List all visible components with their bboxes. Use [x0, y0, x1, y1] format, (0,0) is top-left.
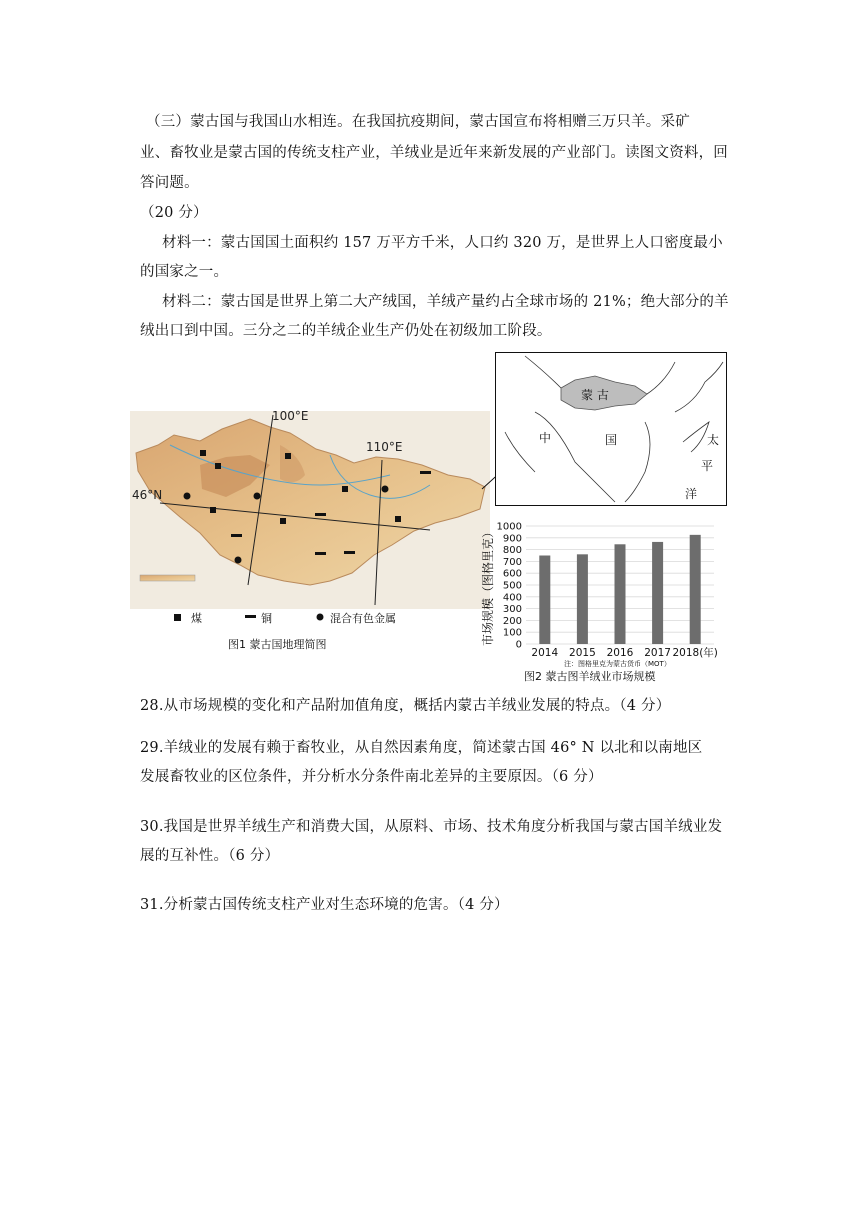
question-31: 31.分析蒙古国传统支柱产业对生态环境的危害。（4 分）	[140, 897, 509, 913]
material-1-line-1: 材料一：蒙古国国土面积约 157 万平方千米，人口约 320 万，是世界上人口密度最小	[162, 235, 723, 251]
map-legend	[174, 611, 396, 625]
intro-line-3: 答问题。	[140, 175, 199, 191]
bar	[615, 544, 626, 644]
legend-coal-icon	[174, 614, 181, 621]
bar	[577, 554, 588, 644]
material-1-line-2: 的国家之一。	[140, 264, 229, 280]
material-2-line-1: 材料二：蒙古国是世界上第二大产绒国，羊绒产量约占全球市场的 21%；绝大部分的羊	[162, 294, 729, 310]
inset-label-ocean-2: 平	[701, 459, 714, 473]
legend-metal-label: 混合有色金属	[330, 612, 396, 625]
question-29-line-1: 29.羊绒业的发展有赖于畜牧业，从自然因素角度，简述蒙古国 46° N 以北和以南地区	[140, 740, 703, 756]
x-tick-label: 2015	[569, 647, 596, 659]
coal-marker	[342, 486, 348, 492]
question-30-line-2: 展的互补性。（6 分）	[140, 848, 280, 864]
coal-marker	[395, 516, 401, 522]
copper-marker	[344, 551, 355, 554]
inset-label-ocean-1: 太	[707, 433, 720, 447]
x-tick-label: 2017	[644, 647, 671, 659]
bar	[690, 535, 701, 644]
chart-y-axis-label: 市场规模（图格里克）	[481, 525, 495, 647]
inset-label-ocean-3: 洋	[685, 487, 698, 501]
x-tick-label: 2016	[606, 647, 634, 659]
coal-marker	[210, 507, 216, 513]
y-tick-label: 1000	[496, 521, 522, 533]
metal-marker	[184, 493, 191, 500]
label-100e: 100°E	[272, 409, 309, 423]
intro-line-1: （三）蒙古国与我国山水相连。在我国抗疫期间，蒙古国宣布将相赠三万只羊。采矿	[146, 114, 690, 130]
y-tick-label: 500	[502, 580, 522, 592]
legend-copper-label: 铜	[261, 612, 272, 625]
bar	[652, 542, 663, 644]
y-tick-label: 200	[502, 615, 522, 627]
coal-marker	[285, 453, 291, 459]
coal-marker	[215, 463, 221, 469]
elevation-legend-bar	[140, 575, 195, 581]
inset-label-mongolia: 蒙 古	[581, 388, 609, 402]
copper-marker	[231, 534, 242, 537]
y-tick-label: 700	[502, 556, 522, 568]
y-tick-label: 300	[502, 604, 522, 616]
copper-marker	[315, 513, 326, 516]
intro-line-2: 业、畜牧业是蒙古国的传统支柱产业，羊绒业是近年来新发展的产业部门。读图文资料，回	[140, 145, 728, 161]
intro-score: （20 分）	[140, 205, 208, 221]
chart-note: 注：图格里克为蒙古货币（MOT）	[564, 660, 671, 668]
metal-marker	[254, 493, 261, 500]
label-110e: 110°E	[366, 440, 403, 454]
legend-copper-icon	[245, 615, 256, 618]
question-29-line-2: 发展畜牧业的区位条件，并分析水分条件南北差异的主要原因。（6 分）	[140, 769, 603, 785]
y-tick-label: 400	[502, 592, 522, 604]
coal-marker	[280, 518, 286, 524]
chart-y-ticks	[497, 522, 522, 651]
y-tick-label: 600	[502, 568, 522, 580]
market-size-chart	[478, 516, 718, 686]
chart-title: 图2 蒙古图羊绒业市场规模	[524, 670, 656, 683]
legend-coal-label: 煤	[191, 612, 202, 625]
copper-marker	[315, 552, 326, 555]
legend-metal-icon	[317, 614, 324, 621]
y-tick-label: 100	[502, 627, 522, 639]
question-28: 28.从市场规模的变化和产品附加值角度，概括内蒙古羊绒业发展的特点。（4 分）	[140, 698, 671, 714]
copper-marker	[420, 471, 431, 474]
metal-marker	[382, 486, 389, 493]
x-tick-label: 2014	[531, 647, 559, 659]
inset-frame	[496, 353, 727, 506]
material-2-line-2: 绒出口到中国。三分之二的羊绒企业生产仍处在初级加工阶段。	[140, 323, 552, 339]
question-30-line-1: 30.我国是世界羊绒生产和消费大国，从原料、市场、技术角度分析我国与蒙古国羊绒业发	[140, 819, 723, 835]
mongolia-map	[130, 405, 495, 650]
y-tick-label: 800	[502, 545, 522, 557]
inset-label-china-2: 国	[605, 433, 618, 447]
y-tick-label: 900	[502, 533, 522, 545]
y-tick-label: 0	[515, 639, 522, 651]
inset-label-china-1: 中	[539, 431, 552, 445]
x-tick-label: 2018(年)	[672, 647, 718, 659]
inset-map	[495, 352, 727, 506]
chart-x-ticks	[531, 646, 717, 659]
map-caption: 图1 蒙古国地理简图	[228, 638, 327, 650]
label-46n: 46°N	[132, 488, 163, 502]
chart-bars	[539, 535, 700, 644]
bar	[539, 556, 550, 645]
metal-marker	[235, 557, 242, 564]
coal-marker	[200, 450, 206, 456]
